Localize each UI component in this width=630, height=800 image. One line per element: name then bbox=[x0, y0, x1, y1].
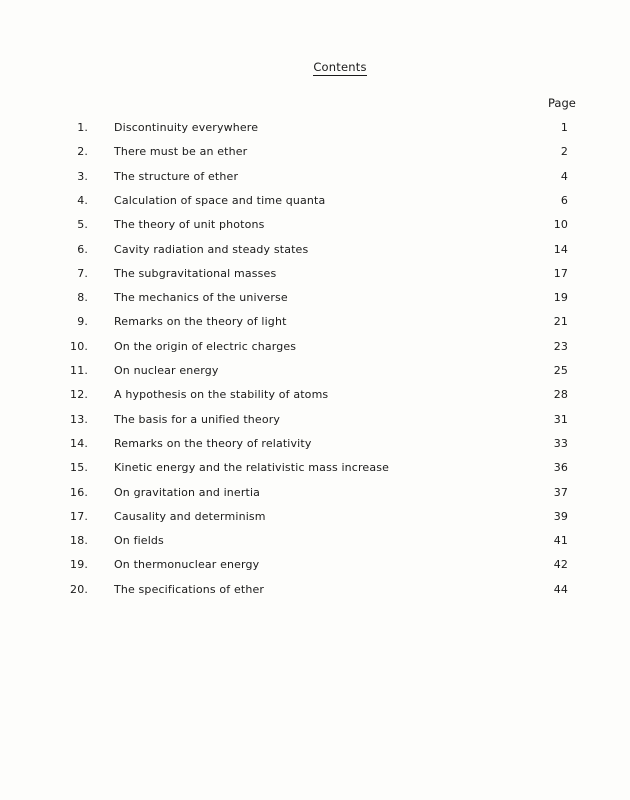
toc-entry-title: Calculation of space and time quanta bbox=[114, 193, 326, 207]
toc-entry-page: 42 bbox=[553, 558, 568, 572]
toc-entry-number: 10. bbox=[70, 339, 88, 353]
toc-entry-number: 5. bbox=[77, 218, 88, 232]
toc-entry-number: 3. bbox=[77, 169, 88, 183]
toc-entry bbox=[0, 558, 630, 576]
toc-entry-title: The mechanics of the universe bbox=[114, 291, 288, 305]
toc-entry-page: 36 bbox=[553, 461, 568, 475]
toc-entry bbox=[0, 510, 630, 528]
toc-entry-title: Remarks on the theory of relativity bbox=[114, 436, 312, 450]
toc-entry-page: 1 bbox=[560, 121, 568, 134]
toc-entry-title: Cavity radiation and steady states bbox=[114, 242, 309, 256]
toc-entry-page: 19 bbox=[553, 291, 568, 305]
toc-entry-title: On nuclear energy bbox=[114, 364, 219, 377]
toc-entry-number: 1. bbox=[77, 121, 88, 134]
toc-entry-title: The specifications of ether bbox=[114, 582, 265, 596]
toc-entry-title: On gravitation and inertia bbox=[114, 485, 261, 499]
toc-entry-page: 37 bbox=[553, 485, 568, 499]
toc-entry-number: 14. bbox=[70, 436, 88, 450]
toc-entry-number: 9. bbox=[77, 315, 88, 329]
toc-entry-number: 11. bbox=[70, 364, 88, 377]
toc-entry-page: 6 bbox=[560, 193, 568, 207]
toc-entry-page: 2 bbox=[560, 145, 568, 159]
toc-entry bbox=[0, 461, 630, 479]
toc-entry-title: On the origin of electric charges bbox=[114, 339, 297, 353]
toc-entry bbox=[0, 267, 630, 285]
toc-entry-number: 20. bbox=[70, 582, 88, 596]
toc-entry-title: There must be an ether bbox=[114, 145, 248, 159]
toc-entry-number: 18. bbox=[70, 534, 88, 548]
toc-entry-title: Causality and determinism bbox=[114, 509, 266, 523]
toc-entry-title: A hypothesis on the stability of atoms bbox=[114, 388, 329, 402]
toc-entry-number: 7. bbox=[77, 266, 88, 280]
toc-entry bbox=[0, 218, 630, 236]
toc-entry-page: 17 bbox=[553, 266, 568, 280]
toc-entry-page: 21 bbox=[553, 315, 568, 329]
toc-entry-title: On fields bbox=[114, 534, 164, 548]
toc-entry-page: 10 bbox=[553, 218, 568, 232]
toc-entry-number: 2. bbox=[77, 145, 88, 159]
toc-entry-title: The structure of ether bbox=[114, 169, 239, 183]
toc-entry-title: The basis for a unified theory bbox=[114, 412, 281, 426]
toc-entry bbox=[0, 170, 630, 188]
toc-entry-number: 4. bbox=[77, 193, 88, 207]
toc-entry-number: 12. bbox=[70, 388, 88, 402]
toc-entry-page: 4 bbox=[560, 169, 568, 183]
toc-entry-number: 15. bbox=[70, 461, 88, 475]
toc-entry bbox=[0, 243, 630, 261]
toc-entry-title: Remarks on the theory of light bbox=[114, 315, 287, 329]
toc-entry-title: The theory of unit photons bbox=[114, 218, 265, 232]
toc-entry-number: 6. bbox=[77, 242, 88, 256]
toc-entry-page: 39 bbox=[553, 509, 568, 523]
toc-entry-title: On thermonuclear energy bbox=[114, 558, 260, 572]
toc-entry-title: The subgravitational masses bbox=[114, 266, 277, 280]
toc-entry bbox=[0, 364, 630, 382]
toc-entry-title: Kinetic energy and the relativistic mass increase bbox=[114, 461, 390, 475]
toc-entry bbox=[0, 121, 630, 139]
toc-entry-page: 41 bbox=[553, 534, 568, 548]
toc-entry-page: 31 bbox=[553, 412, 568, 426]
toc-entry-number: 17. bbox=[70, 509, 88, 523]
toc-entry bbox=[0, 194, 630, 212]
toc-entry bbox=[0, 315, 630, 333]
toc-entry bbox=[0, 534, 630, 552]
toc-entry-number: 16. bbox=[70, 485, 88, 499]
toc-entry bbox=[0, 583, 630, 601]
toc-entry-page: 44 bbox=[553, 582, 568, 596]
toc-entry-number: 19. bbox=[70, 558, 88, 572]
toc-entry-page: 33 bbox=[553, 436, 568, 450]
toc-entry bbox=[0, 413, 630, 431]
toc-entry-page: 23 bbox=[553, 339, 568, 353]
toc-entry-page: 28 bbox=[553, 388, 568, 402]
toc-entry-page: 25 bbox=[553, 364, 568, 377]
toc-entry-number: 13. bbox=[70, 412, 88, 426]
toc-entry-number: 8. bbox=[77, 291, 88, 305]
toc-entry bbox=[0, 340, 630, 358]
toc-entry bbox=[0, 145, 630, 163]
toc-entry bbox=[0, 486, 630, 504]
contents-title-text: Contents bbox=[313, 60, 367, 74]
toc-entry-title: Discontinuity everywhere bbox=[114, 121, 259, 134]
toc-entry-page: 14 bbox=[553, 242, 568, 256]
toc-entry bbox=[0, 437, 630, 455]
contents-title bbox=[0, 60, 630, 74]
page-column-heading: Page bbox=[548, 96, 576, 110]
toc-entry bbox=[0, 388, 630, 406]
toc-entry bbox=[0, 291, 630, 309]
